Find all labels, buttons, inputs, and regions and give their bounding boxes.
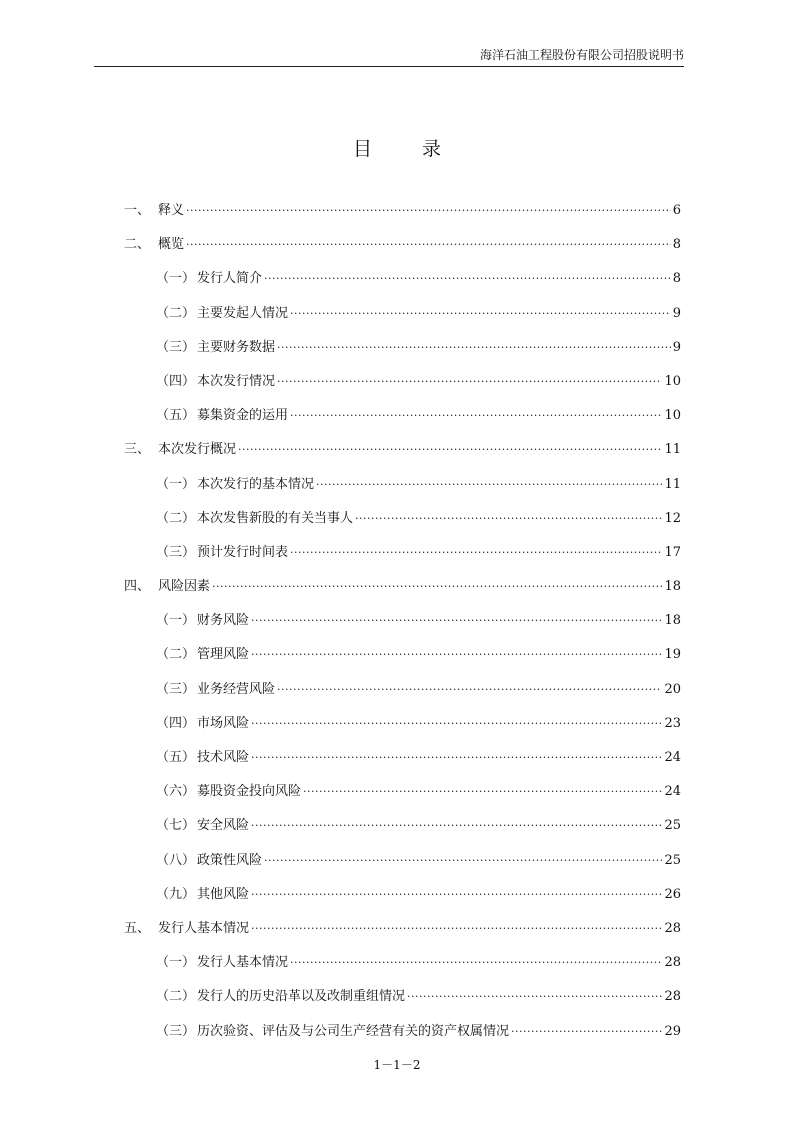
toc-dot-leader (251, 717, 662, 730)
toc-entry-title: 技术风险 (197, 750, 250, 765)
toc-dot-leader (355, 512, 662, 525)
toc-entry-title: 发行人简介 (197, 271, 263, 287)
toc-entry-section[interactable] (124, 746, 681, 780)
toc-dot-leader (251, 648, 662, 661)
toc-entry-page: 25 (664, 818, 681, 834)
toc-entry-number: （一） (156, 271, 196, 287)
toc-entry-number: （三） (156, 339, 196, 355)
toc-entry-number: （一） (156, 955, 196, 971)
toc-dot-leader (290, 409, 662, 422)
toc-entry-number: （二） (156, 989, 196, 1005)
toc-entry-number: （五） (156, 750, 196, 765)
header-doc-title: 海洋石油工程股份有限公司招股说明书 (479, 48, 684, 62)
toc-entry-number: （三） (156, 544, 196, 560)
toc-entry-section[interactable] (124, 883, 681, 917)
toc-entry-title: 主要发起人情况 (197, 305, 289, 321)
toc-entry-page: 19 (664, 647, 681, 663)
toc-dot-leader (290, 546, 662, 559)
toc-entry-number: 四、 (124, 579, 151, 595)
toc-entry-section[interactable] (124, 336, 681, 370)
toc-entry-section[interactable] (124, 814, 681, 848)
toc-entry-page: 10 (664, 373, 681, 389)
toc-entry-title: 政策性风险 (197, 852, 263, 868)
toc-entry-number: （二） (156, 305, 196, 321)
toc-dot-leader (251, 888, 662, 901)
toc-entry-title: 预计发行时间表 (197, 544, 289, 560)
toc-entry-number: （七） (156, 818, 196, 834)
toc-dot-leader (511, 1025, 662, 1038)
toc-entry-number: （三） (156, 1023, 196, 1039)
table-of-contents (124, 199, 681, 1054)
toc-entry-title: 发行人基本情况 (158, 920, 250, 936)
toc-entry-section[interactable] (124, 541, 681, 575)
toc-entry-section[interactable] (124, 370, 681, 404)
toc-dot-leader (277, 341, 671, 354)
page-header (94, 44, 684, 67)
toc-entry-title: 释义 (158, 203, 185, 218)
toc-dot-leader (251, 614, 662, 627)
toc-entry-chapter-3[interactable] (124, 438, 681, 472)
toc-entry-title: 发行人基本情况 (197, 955, 289, 971)
toc-entry-number: 一、 (124, 203, 151, 218)
toc-dot-leader (407, 990, 662, 1003)
toc-entry-chapter-2[interactable] (124, 233, 681, 267)
toc-dot-leader (303, 785, 662, 798)
toc-dot-leader (316, 478, 662, 491)
toc-entry-page: 6 (672, 203, 681, 218)
toc-entry-section[interactable] (124, 643, 681, 677)
toc-entry-number: （八） (156, 852, 196, 868)
toc-dot-leader (186, 204, 671, 217)
toc-entry-page: 24 (664, 750, 681, 765)
toc-entry-page: 10 (664, 408, 681, 424)
toc-entry-section[interactable] (124, 473, 681, 507)
toc-entry-number: （六） (156, 784, 196, 800)
toc-entry-number: （一） (156, 613, 196, 629)
toc-entry-chapter-4[interactable] (124, 575, 681, 609)
toc-entry-number: （五） (156, 408, 196, 424)
toc-entry-section[interactable] (124, 849, 681, 883)
toc-entry-page: 11 (664, 442, 681, 458)
toc-entry-section[interactable] (124, 985, 681, 1019)
toc-entry-section[interactable] (124, 507, 681, 541)
toc-entry-page: 28 (664, 989, 681, 1005)
toc-dot-leader (264, 854, 662, 867)
toc-entry-section[interactable] (124, 609, 681, 643)
toc-entry-title: 本次发行概况 (158, 442, 237, 458)
toc-entry-title: 概览 (158, 237, 185, 253)
footer-page-number: 1－1－2 (373, 1058, 421, 1072)
toc-entry-title: 管理风险 (197, 647, 250, 663)
page-footer (0, 1056, 794, 1073)
toc-entry-title: 本次发售新股的有关当事人 (197, 510, 354, 526)
toc-entry-page: 25 (664, 852, 681, 868)
toc-entry-section[interactable] (124, 780, 681, 814)
toc-entry-number: （四） (156, 373, 196, 389)
toc-entry-title: 募股资金投向风险 (197, 784, 302, 800)
toc-entry-number: （四） (156, 715, 196, 731)
toc-entry-chapter-5[interactable] (124, 917, 681, 951)
toc-dot-leader (264, 272, 671, 285)
page-title: 目 录 (352, 138, 464, 160)
toc-entry-number: 五、 (124, 920, 151, 936)
toc-dot-leader (238, 443, 662, 456)
toc-dot-leader (251, 819, 662, 832)
toc-entry-page: 9 (672, 305, 681, 321)
toc-entry-page: 8 (672, 237, 681, 253)
toc-entry-page: 26 (664, 886, 681, 902)
toc-dot-leader (251, 751, 662, 764)
toc-entry-number: （一） (156, 476, 196, 492)
toc-entry-page: 20 (664, 681, 681, 697)
toc-entry-number: （二） (156, 510, 196, 526)
toc-entry-title: 本次发行情况 (197, 373, 276, 389)
toc-entry-page: 12 (664, 510, 681, 526)
toc-entry-number: （三） (156, 681, 196, 697)
toc-entry-section[interactable] (124, 404, 681, 438)
toc-entry-page: 11 (664, 476, 681, 492)
toc-entry-title: 市场风险 (197, 715, 250, 731)
toc-entry-page: 17 (664, 544, 681, 560)
toc-entry-section[interactable] (124, 712, 681, 746)
toc-entry-page: 24 (664, 784, 681, 800)
toc-entry-page: 28 (664, 920, 681, 936)
toc-entry-section[interactable] (124, 1020, 681, 1054)
toc-entry-title: 其他风险 (197, 886, 250, 902)
toc-entry-title: 主要财务数据 (197, 339, 276, 355)
toc-entry-page: 23 (664, 715, 681, 731)
toc-entry-title: 募集资金的运用 (197, 408, 289, 424)
toc-dot-leader (290, 956, 662, 969)
toc-entry-page: 9 (672, 339, 681, 355)
toc-entry-number: 三、 (124, 442, 151, 458)
toc-entry-section[interactable] (124, 678, 681, 712)
toc-entry-title: 发行人的历史沿革以及改制重组情况 (197, 989, 406, 1005)
toc-entry-title: 历次验资、评估及与公司生产经营有关的资产权属情况 (197, 1023, 510, 1039)
toc-entry-title: 财务风险 (197, 613, 250, 629)
toc-entry-page: 29 (664, 1023, 681, 1039)
toc-entry-number: （二） (156, 647, 196, 663)
toc-entry-title: 安全风险 (197, 818, 250, 834)
toc-entry-section[interactable] (124, 267, 681, 301)
toc-dot-leader (186, 238, 671, 251)
toc-entry-title: 本次发行的基本情况 (197, 476, 315, 492)
toc-entry-number: 二、 (124, 237, 151, 253)
toc-entry-title: 风险因素 (158, 579, 211, 595)
toc-entry-number: （九） (156, 886, 196, 902)
toc-entry-section[interactable] (124, 951, 681, 985)
toc-entry-section[interactable] (124, 302, 681, 336)
toc-dot-leader (251, 922, 662, 935)
toc-dot-leader (277, 375, 662, 388)
toc-dot-leader (277, 683, 662, 696)
toc-entry-page: 18 (664, 579, 681, 595)
toc-entry-title: 业务经营风险 (197, 681, 276, 697)
toc-dot-leader (212, 580, 662, 593)
toc-entry-page: 18 (664, 613, 681, 629)
toc-dot-leader (290, 307, 671, 320)
toc-entry-page: 8 (672, 271, 681, 287)
toc-entry-chapter-1[interactable] (124, 199, 681, 233)
toc-entry-page: 28 (664, 955, 681, 971)
